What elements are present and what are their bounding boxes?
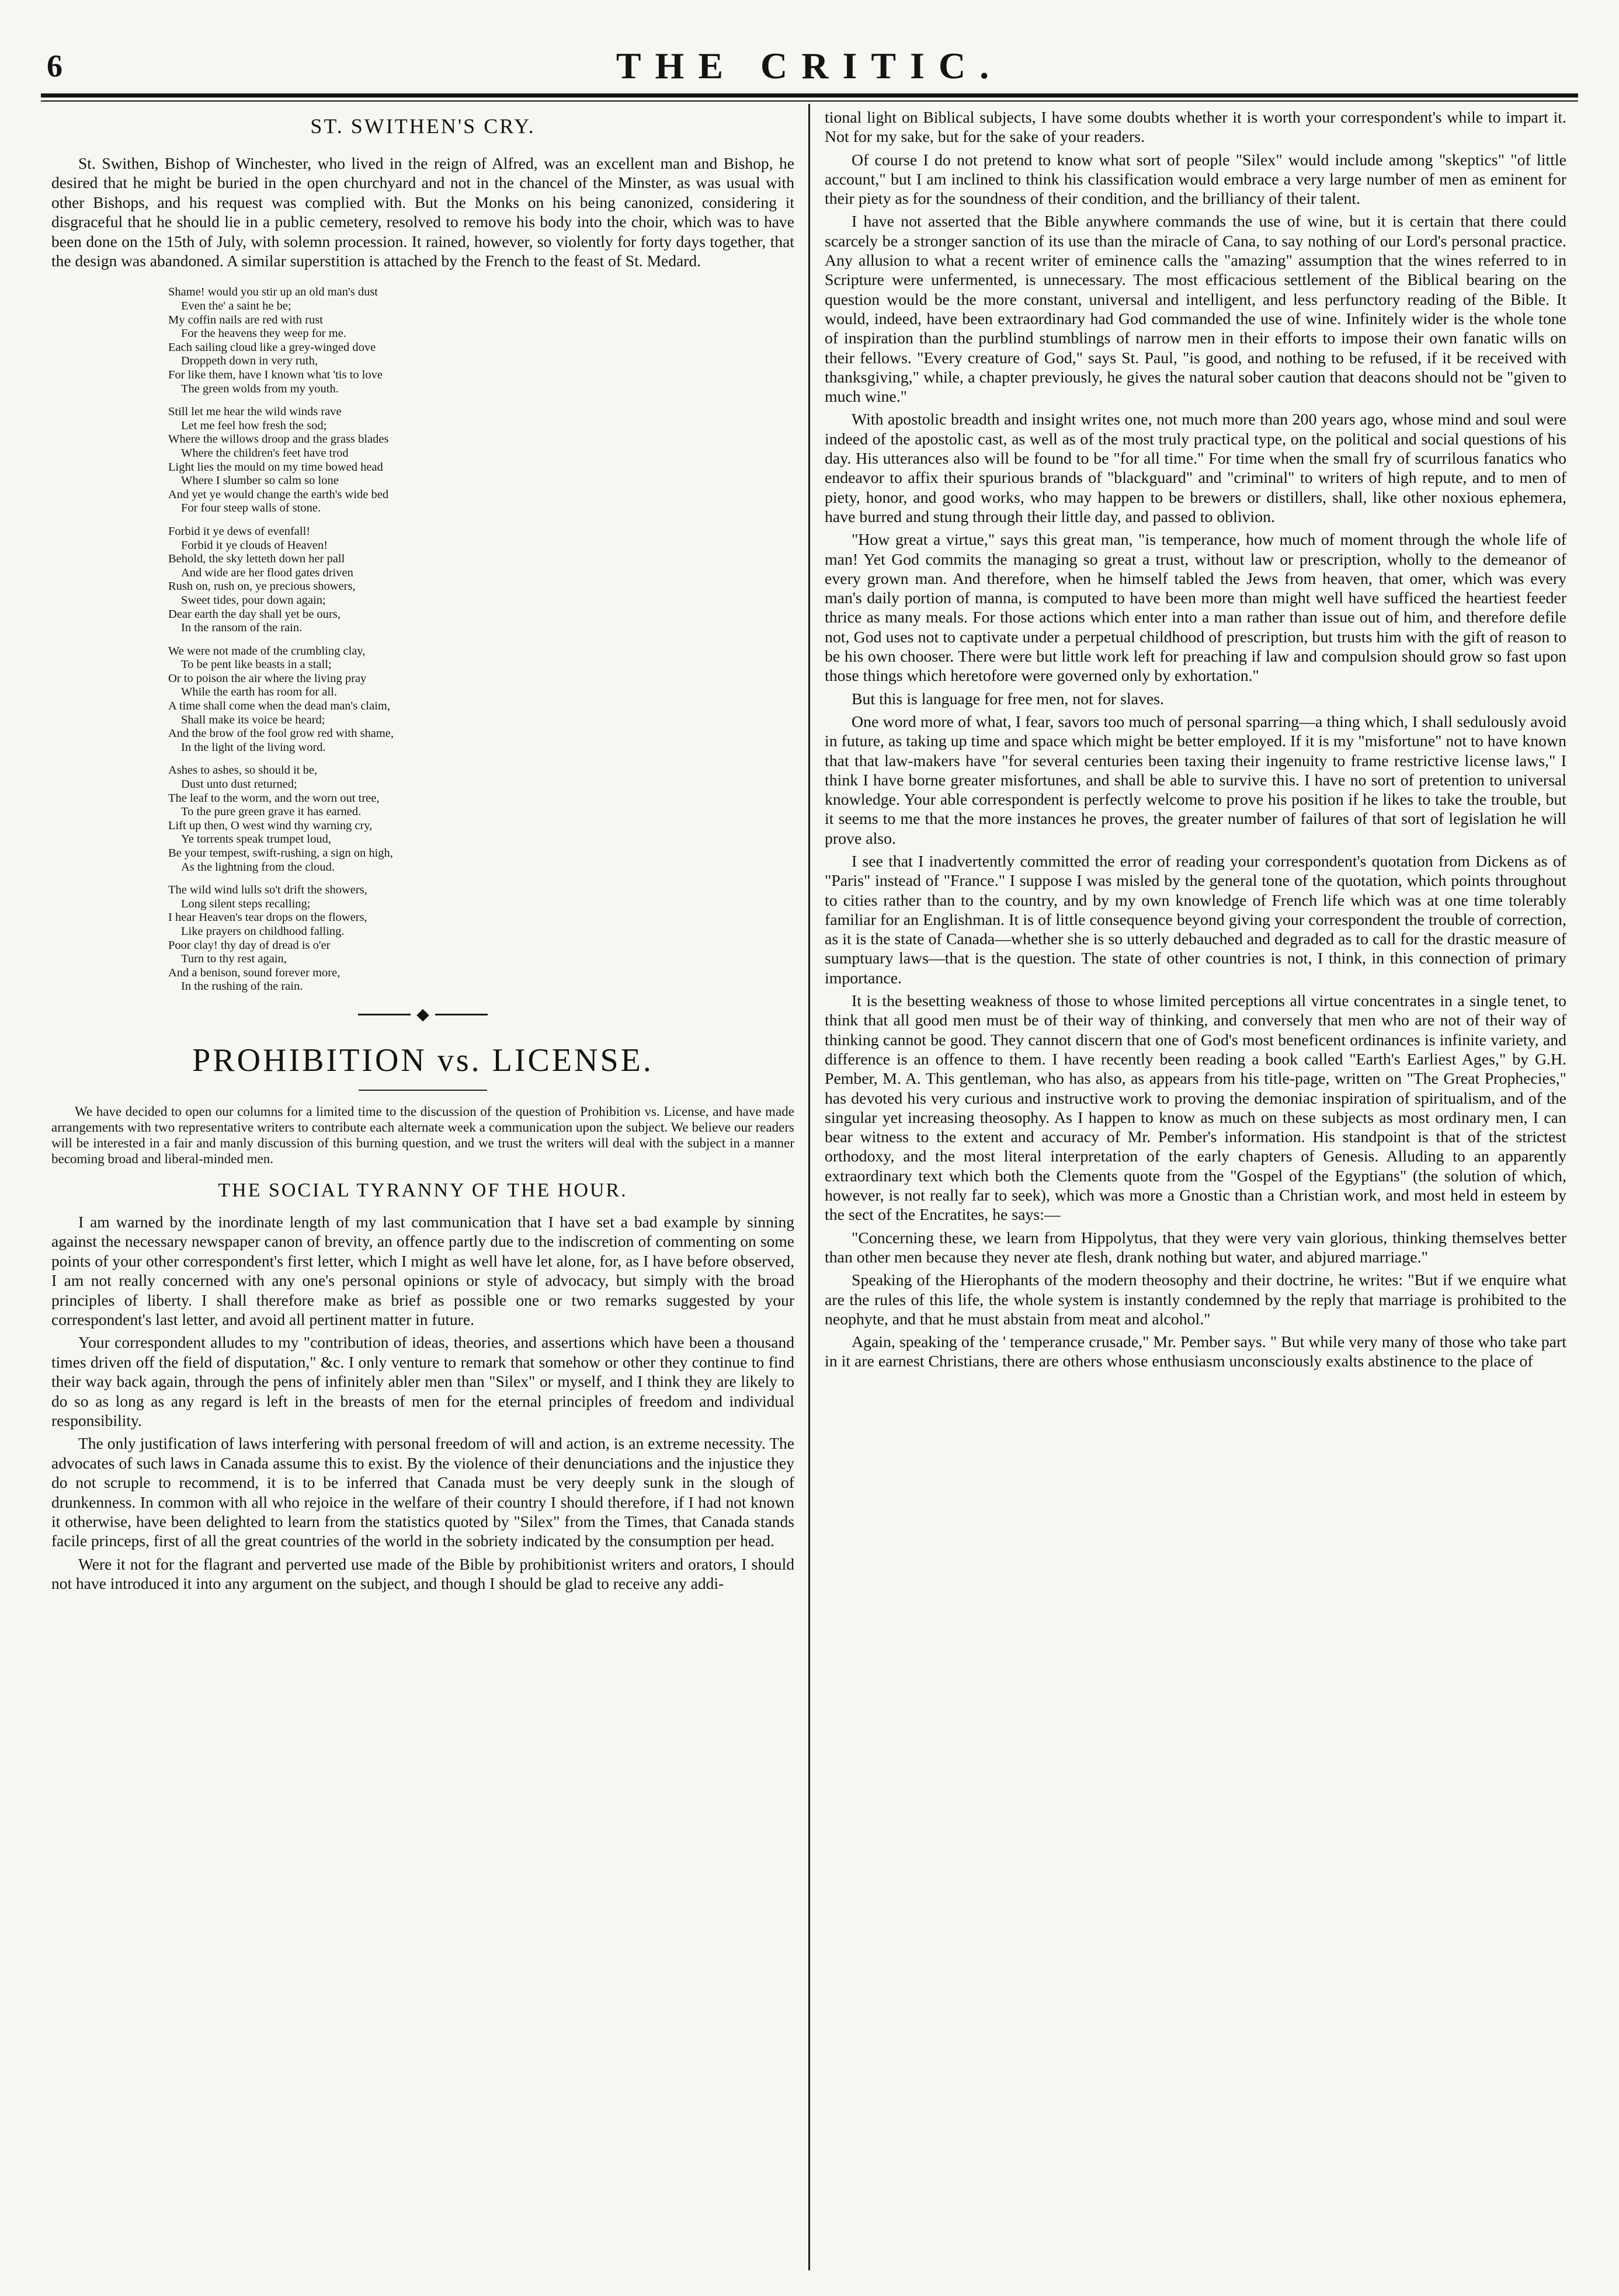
page-number: 6 [47,48,62,84]
ornament-rule-right [435,1014,488,1015]
article-paragraph: Were it not for the flagrant and perverted use made of the Bible by prohibitionist writers and orators, I should not have introduced it into any argument on the subject, and though I should be glad to receive any addi- [51,1554,794,1593]
section-ornament [51,1007,794,1023]
verse-line: Forbid it ye dews of evenfall! [168,524,311,538]
left-column [51,108,794,1597]
heading-rule [359,1090,487,1091]
verse-line: Ashes to ashes, so should it be, [168,764,318,777]
verse-line: In the ransom of the rain. [181,621,303,635]
verse-line: Be your tempest, swift-rushing, a sign on high, [168,847,393,860]
verse-line: To be pent like beasts in a stall; [181,658,332,672]
article-paragraph: Speaking of the Hierophants of the modern theosophy and their doctrine, he writes: "But if we enquire what are the rules of this life, the whole system is instantly condemned by the reply that marriage is prohibited to the neophyte, and that he must abstain from meat and alcohol." [825,1271,1566,1328]
right-column [825,108,1566,1375]
masthead [41,42,1578,89]
ornament-rule-left [358,1014,411,1015]
verse-line: My coffin nails are red with rust [168,313,323,326]
verse-line: As the lightning from the cloud. [181,860,335,874]
masthead-rule [41,93,1578,98]
verse-line: For like them, have I known what 'tis to love [168,368,383,381]
verse-line: Lift up then, O west wind thy warning cry, [168,819,373,832]
verse-line: For four steep walls of stone. [181,502,321,515]
verse-line: The leaf to the worm, and the worn out tree, [168,791,380,805]
verse-line: And the brow of the fool grow red with shame, [168,727,394,740]
poem-stanza [168,645,589,755]
article-paragraph: Your correspondent alludes to my "contribution of ideas, theories, and assertions which have been a thousand times driven off the field of disputation," &c. I only venture to remark that somehow or other they continue to find their way back again, through the pens of infinitely abler men than "Silex" or myself, and I think they are likely to do so as long as any regard is left in the breasts of men for the eternal principles of freedom and individual responsibility. [51,1333,794,1429]
verse-line: In the light of the living word. [181,740,326,754]
verse-line: We were not made of the crumbling clay, [168,644,366,658]
poem-stanza [168,883,589,994]
article-paragraph: It is the besetting weakness of those to whose limited perceptions all virtue concentrates in a single tenet, to think that all good men must be of their way of thinking, and conversely that men who are not of their way of thinking cannot be good. They cannot discern that one of God's most beneficent ordinances is infinite variety, and difference is an offence to them. I have recently been reading a book called "Earth's Earliest Ages," by G.H. Pember, M. A. This gentleman, who has also, as appears from his title-page, written on "The Great Prophecies," has devoted his very curious and instructive work to proving the demoniac inspiration of spiritualism, and of the singular yet increasing theosophy. As I happen to know as much on these subjects as most ordinary men, I can bear witness to the extent and accuracy of Mr. Pember's information. His standpoint is that of the strictest orthodoxy, and the most literal interpretation of the early chapters of Genesis. Alluding to an apparently extraordinary text which both the Clements quote from the "Gospel of the Egyptians" (the solution of which, however, is not really far to seek), which was more a Gnostic than a Christian work, and most held in esteem by the sect of the Encratites, he says:— [825,992,1566,1224]
verse-line: I hear Heaven's tear drops on the flowers, [168,911,367,924]
verse-line: Long silent steps recalling; [181,897,311,910]
verse-line: Each sailing cloud like a grey-winged dove [168,340,376,354]
verse-line: Shall make its voice be heard; [181,713,325,726]
verse-line: Behold, the sky letteth down her pall [168,552,345,566]
article-paragraph: But this is language for free men, not for slaves. [852,690,1164,708]
verse-line: Let me feel how fresh the sod; [181,419,327,432]
verse-line: Droppeth down in very ruth, [181,354,318,368]
article-paragraph: I am warned by the inordinate length of my last communication that I have set a bad example by sinning against the necessary newspaper canon of brevity, an offence partly due to the indiscretion of commenting on some points of your other correspondent's first letter, which I might as well have let alone, for, as I have before observed, I am not really concerned with any one's personal opinions or style of advocacy, but simply with the broad principles of liberty. I shall therefore make as brief as possible one or two remarks suggested by your correspondent's last letter, and avoid all pertinent matter in future. [51,1212,794,1328]
verse-line: And a benison, sound forever more, [168,966,341,979]
verse-line: Or to poison the air where the living pray [168,672,367,685]
verse-line: The wild wind lulls so't drift the showers, [168,883,367,897]
verse-line: Forbid it ye clouds of Heaven! [181,538,328,552]
verse-line: Dear earth the day shall yet be ours, [168,607,341,621]
article-paragraph: I have not asserted that the Bible anywhere commands the use of wine, but it is certain that there could scarcely be a stronger sanction of its use than the miracle of Cana, to say nothing of our Lord's personal practice. Any allusion to what a recent writer of eminence calls the "amazing" assumption that the wines referred to in Scripture were unfermented, is unnecessary. The most efficacious settlement of the Biblical bearing on the question would be the more constant, universal and intelligent, and less perfunctory reading of the Bible. It would, indeed, have been extraordinary had God commanded the use of wine. Infinitely wider is the whole tone of inspiration than the purblind stumblings of narrow men in their efforts to impose their own fanatic wills on their fellows. "Every creature of God," says St. Paul, "is good, and nothing to be refused, if it be received with thanksgiving," while, a chapter previously, he gives the natural sober caution that deacons should not be "given to much wine." [825,213,1566,406]
article-heading: THE SOCIAL TYRANNY OF THE HOUR. [218,1179,628,1201]
article-paragraph: I see that I inadvertently committed the error of reading your correspondent's quotation from Dickens as of "Paris" instead of "France." I suppose I was misled by the general tone of the quotation, which points throughout to cities rather than to the country, and by my own knowledge of French life which was at one time tolerably familiar for an Englishman. It is of little consequence beyond giving your correspondent the trouble of correction, as it is the state of Canada—whether she is so utterly debauched and degraded as to call for the drastic measure of sumptuary laws—that is the question. The state of other countries is not, I think, in this connection of primary importance. [825,852,1566,987]
article-paragraph: tional light on Biblical subjects, I have some doubts whether it is worth your correspondent's while to impart it. Not for my sake, but for the sake of your readers. [825,109,1566,147]
prohibition-heading: PROHIBITION vs. LICENSE. [192,1042,654,1079]
verse-line: Ye torrents speak trumpet loud, [181,833,331,846]
poem-stanza [168,286,589,396]
poem-stanza [168,405,589,516]
verse-line: Light lies the mould on my time bowed head [168,460,383,474]
poem-intro: St. Swithen, Bishop of Winchester, who lived in the reign of Alfred, was an excellent man and Bishop, he desired that he might be buried in the open churchyard and not in the chancel of the Minster, as was usual with other Bishops, and his request was complied with. But the Monks on his being canonized, considering it disgraceful that he should lie in a public cemetery, resolved to remove his body into the choir, which was to have been done on the 15th of July, with solemn procession. It rained, however, so violently for forty days together, that the design was abandoned. A similar superstition is attached by the French to the feast of St. Medard. [51,154,794,270]
prohibition-intro: We have decided to open our columns for a limited time to the discussion of the question of Prohibition vs. License, and have made arrangements with two representative writers to contribute each alternate week a communication upon the subject. We believe our readers will be interested in a fair and manly discussion of this burning question, and we trust the writers will deal with the subject in a manner becoming broad and liberal-minded men. [51,1104,794,1166]
verse-line: A time shall come when the dead man's claim, [168,700,390,713]
poem-stanza [168,764,589,874]
poem-heading: ST. SWITHEN'S CRY. [310,114,536,138]
verse-line: While the earth has room for all. [181,686,337,699]
article-paragraph: Of course I do not pretend to know what sort of people "Silex" would include among "skeptics" "of little account," but I am inclined to think his classification would embrace a very large number of men as eminent for their piety as for the soundness of their condition, and the brilliancy of their talent. [825,151,1566,208]
column-divider [808,104,810,2270]
ornament-diamond-icon: ◆ [416,1005,429,1024]
verse-line: The green wolds from my youth. [181,382,339,395]
article-paragraph: "How great a virtue," says this great man, "is temperance, how much of moment through the whole life of man! Yet God commits the managing so great a trust, without law or prescription, wholly to the demeanor of every grown man. And therefore, when he himself tabled the Jews from heaven, that omer, which was every man's daily portion of manna, is computed to have been more than might well have sufficed the heartiest feeder thrice as many meals. For those actions which enter into a man rather than issue out of him, and therefore defile not, God uses not to captivate under a perpetual childhood of prescription, but trusts him with the gift of reason to be his own chooser. There were but little work left for preaching if law and compulsion should grow so fast upon those things which heretofore were governed only by exhortation." [825,531,1566,686]
verse-line: Where the willows droop and the grass blades [168,433,389,446]
verse-line: Sweet tides, pour down again; [181,593,326,607]
article-paragraph: "Concerning these, we learn from Hippolytus, that they were very vain glorious, thinking themselves better than other men because they never ate flesh, drank nothing but water, and abjured marriage." [825,1229,1566,1267]
verse-line: Where the children's feet have trod [181,446,349,460]
verse-line: And wide are her flood gates driven [181,566,353,579]
article-paragraph: The only justification of laws interfering with personal freedom of will and action, is an extreme necessity. The advocates of such laws in Canada assume this to exist. By the violence of their denunciations and the injustice they do not scruple to recommend, it is to be inferred that Canada must be very deeply sunk in the slough of drunkenness. In common with all who rejoice in the welfare of their country I should therefore, if I had not known it otherwise, have been delighted to learn from the statistics quoted by "Silex" from the Times, that Canada stands facile princeps, first of all the great countries of the world in the sobriety indicated by the consumption per head. [51,1434,794,1550]
verse-line: Shame! would you stir up an old man's dust [168,286,378,299]
verse-line: Still let me hear the wild winds rave [168,405,342,419]
verse-line: Turn to thy rest again, [181,952,287,966]
verse-line: Rush on, rush on, ye precious showers, [168,580,356,593]
verse-line: Where I slumber so calm so lone [181,474,339,488]
verse-line: For the heavens they weep for me. [181,327,346,340]
verse-line: To the pure green grave it has earned. [181,805,362,819]
verse-line: And yet ye would change the earth's wide bed [168,488,389,501]
poem-stanza [168,525,589,635]
article-paragraph: Again, speaking of the ' temperance crusade," Mr. Pember says. " But while very many of those who take part in it are earnest Christians, there are others whose enthusiasm unconsciously exalts abstinence to the place of [825,1333,1566,1371]
verse-line: Dust unto dust returned; [181,778,297,791]
article-paragraph: One word more of what, I fear, savors too much of personal sparring—a thing which, I shall sedulously avoid in future, as taking up time and space which might be better employed. If it is my "misfortune" not to have known that that law-makers have "for several centuries been taxing their ingenuity to frame restrictive license laws," I think I have borne greater misfortunes, and shall be able to survive this. I have no sort of pretention to universal knowledge. Your able correspondent is perfectly welcome to prove his position if he likes to take the trouble, but it seems to me that the more instances he proves, the greater number of failures of that sort of legislation he will prove also. [825,712,1566,848]
poem [168,286,589,994]
verse-line: Even the' a saint he be; [181,300,291,313]
verse-line: Like prayers on childhood falling. [181,924,345,938]
article-paragraph: With apostolic breadth and insight writes one, not much more than 200 years ago, whose mind and soul were indeed of the apostolic cast, as well as of the most truly practical type, on the political and social questions of his day. His utterances also will be found to be "for all time." For time when the small fry of scurrilous fanatics who endeavor to affix their spurious brands of "blackguard" and "criminal" to writers of high repute, and to men of piety, honor, and good works, who may happen to be brewers or distillers, shall, like other noxious ephemera, have burred and stung through their little day, and passed to oblivion. [825,411,1566,526]
verse-line: In the rushing of the rain. [181,980,303,993]
verse-line: Poor clay! thy day of dread is o'er [168,938,331,952]
newspaper-title: THE CRITIC. [616,45,1003,86]
masthead-rule-thin [41,100,1578,102]
